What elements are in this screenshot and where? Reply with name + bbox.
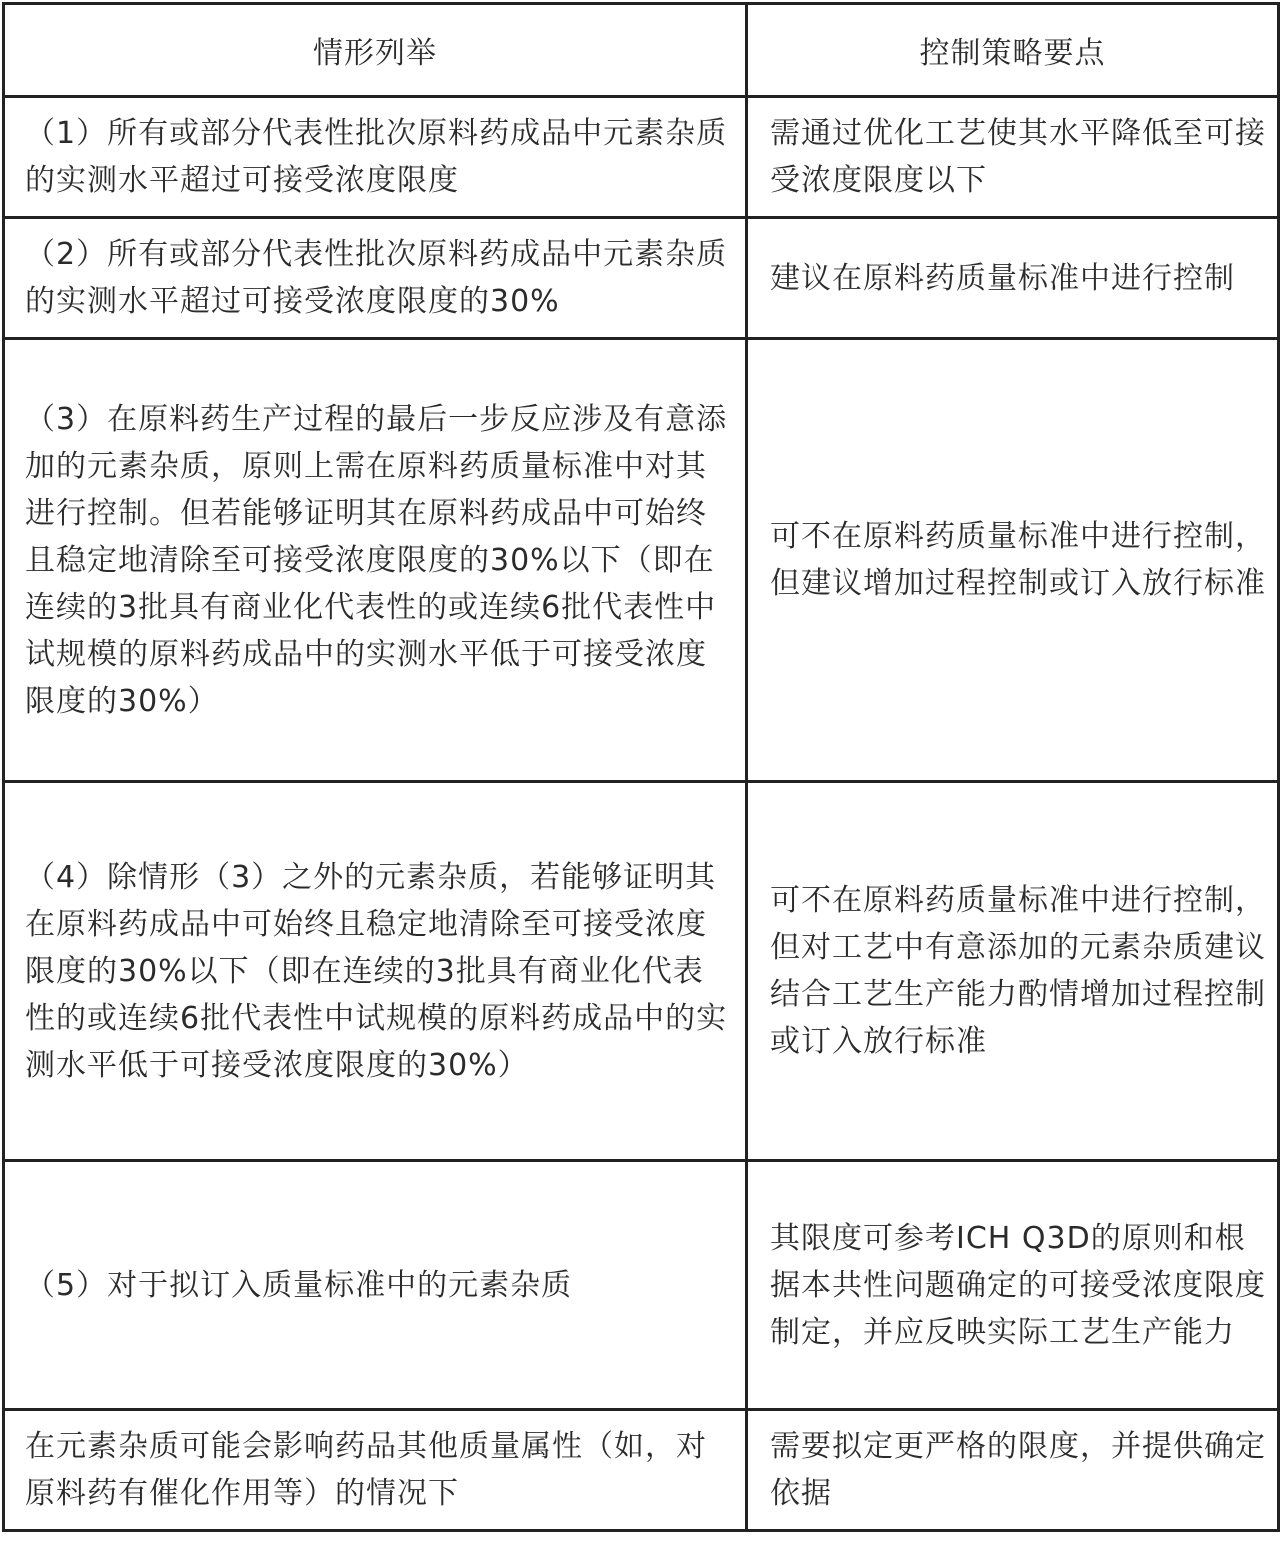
strategy-cell: 可不在原料药质量标准中进行控制，但建议增加过程控制或订入放行标准: [747, 339, 1279, 782]
header-situation: 情形列举: [4, 4, 747, 97]
table-row: [4, 782, 1279, 1161]
strategy-cell: 需通过优化工艺使其水平降低至可接受浓度限度以下: [747, 97, 1279, 218]
table-row: [4, 1161, 1279, 1410]
table-row: [4, 1410, 1279, 1531]
header-strategy: 控制策略要点: [747, 4, 1279, 97]
header-row: [4, 4, 1279, 97]
strategy-cell: 可不在原料药质量标准中进行控制，但对工艺中有意添加的元素杂质建议结合工艺生产能力酌情增加过程控制或订入放行标准: [747, 782, 1279, 1161]
strategy-cell: 其限度可参考ICH Q3D的原则和根据本共性问题确定的可接受浓度限度制定，并应反映实际工艺生产能力: [747, 1161, 1279, 1410]
situation-cell: （2）所有或部分代表性批次原料药成品中元素杂质的实测水平超过可接受浓度限度的30%: [4, 218, 747, 339]
strategy-cell: 建议在原料药质量标准中进行控制: [747, 218, 1279, 339]
table-row: [4, 218, 1279, 339]
situation-cell: （3）在原料药生产过程的最后一步反应涉及有意添加的元素杂质，原则上需在原料药质量标准中对其进行控制。但若能够证明其在原料药成品中可始终且稳定地清除至可接受浓度限度的30%以下（即在连续的3批具有商业化代表性的或连续6批代表性中试规模的原料药成品中的实测水平低于可接受浓度限度的30%）: [4, 339, 747, 782]
strategy-cell: 需要拟定更严格的限度，并提供确定依据: [747, 1410, 1279, 1531]
situation-cell: （4）除情形（3）之外的元素杂质，若能够证明其在原料药成品中可始终且稳定地清除至可接受浓度限度的30%以下（即在连续的3批具有商业化代表性的或连续6批代表性中试规模的原料药成品中的实测水平低于可接受浓度限度的30%）: [4, 782, 747, 1161]
table-row: [4, 97, 1279, 218]
situation-cell: （1）所有或部分代表性批次原料药成品中元素杂质的实测水平超过可接受浓度限度: [4, 97, 747, 218]
situation-cell: （5）对于拟订入质量标准中的元素杂质: [4, 1161, 747, 1410]
situation-cell: 在元素杂质可能会影响药品其他质量属性（如，对原料药有催化作用等）的情况下: [4, 1410, 747, 1531]
table-row: [4, 339, 1279, 782]
control-strategy-table: [2, 2, 1280, 1532]
